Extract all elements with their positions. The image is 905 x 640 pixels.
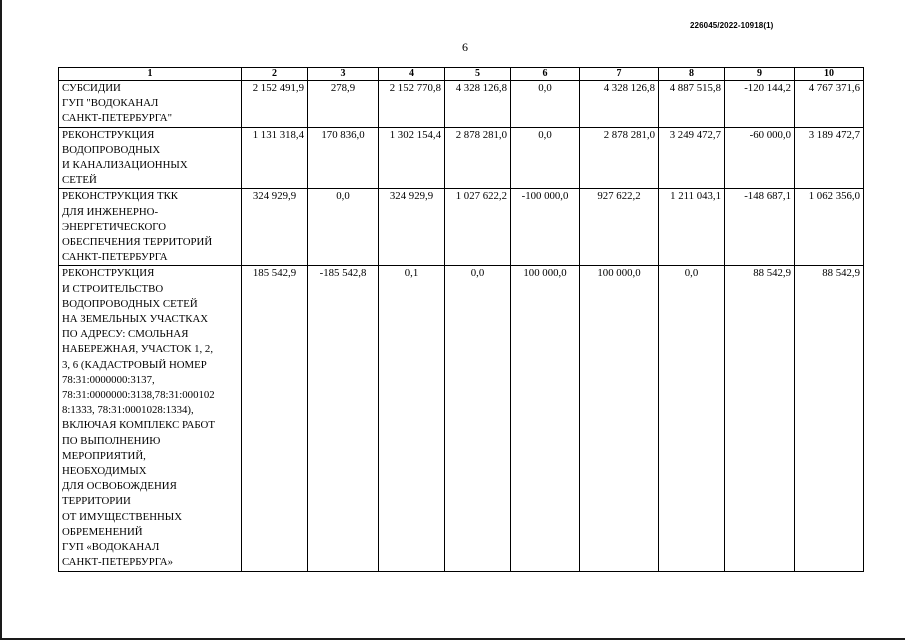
value-cell: 927 622,2 xyxy=(580,189,659,266)
value-cell: 2 152 491,9 xyxy=(242,81,308,128)
row-name-line: ГУП "ВОДОКАНАЛ xyxy=(62,97,159,110)
value-cell: 2 152 770,8 xyxy=(379,81,445,128)
value-cell: 1 062 356,0 xyxy=(795,189,864,266)
column-header: 1 xyxy=(59,68,242,81)
value-cell: -185 542,8 xyxy=(308,266,379,571)
row-name-line: 78:31:0000000:3137, xyxy=(62,373,155,386)
value-cell: -148 687,1 xyxy=(725,189,795,266)
row-name-cell xyxy=(59,81,242,128)
row-name-line: САНКТ-ПЕТЕРБУРГА xyxy=(62,251,168,264)
value-cell: 170 836,0 xyxy=(308,127,379,189)
row-name-line: 78:31:0000000:3138,78:31:000102 xyxy=(62,389,215,402)
row-name-line: НЕОБХОДИМЫХ xyxy=(62,465,147,478)
value-cell: 278,9 xyxy=(308,81,379,128)
column-header: 2 xyxy=(242,68,308,81)
column-header: 5 xyxy=(445,68,511,81)
row-name-line: ВОДОПРОВОДНЫХ xyxy=(62,143,161,156)
table-row xyxy=(59,189,864,266)
row-name-line: ДЛЯ ИНЖЕНЕРНО- xyxy=(62,205,159,218)
value-cell: 1 131 318,4 xyxy=(242,127,308,189)
value-cell: 1 302 154,4 xyxy=(379,127,445,189)
value-cell: 88 542,9 xyxy=(795,266,864,571)
row-name-line: ПО ВЫПОЛНЕНИЮ xyxy=(62,434,161,447)
row-name-line: ДЛЯ ОСВОБОЖДЕНИЯ xyxy=(62,480,177,493)
row-name-cell xyxy=(59,189,242,266)
row-name-line: ВОДОПРОВОДНЫХ СЕТЕЙ xyxy=(62,297,198,310)
row-name-line: ВКЛЮЧАЯ КОМПЛЕКС РАБОТ xyxy=(62,419,215,432)
row-name-line: И КАНАЛИЗАЦИОННЫХ xyxy=(62,159,188,172)
column-header: 6 xyxy=(511,68,580,81)
row-name-line: НА ЗЕМЕЛЬНЫХ УЧАСТКАХ xyxy=(62,313,209,326)
value-cell: 4 767 371,6 xyxy=(795,81,864,128)
column-header: 4 xyxy=(379,68,445,81)
value-cell: 2 878 281,0 xyxy=(580,127,659,189)
page-number: 6 xyxy=(462,40,468,54)
value-cell: 1 027 622,2 xyxy=(445,189,511,266)
table-row xyxy=(59,127,864,189)
value-cell: -100 000,0 xyxy=(511,189,580,266)
row-name-line: САНКТ-ПЕТЕРБУРГА» xyxy=(62,556,173,569)
row-name-line: СЕТЕЙ xyxy=(62,174,97,187)
value-cell: 100 000,0 xyxy=(580,266,659,571)
document-registration-number: 226045/2022-10918(1) xyxy=(690,21,774,30)
value-cell: 185 542,9 xyxy=(242,266,308,571)
table-row xyxy=(59,81,864,128)
row-name-cell xyxy=(59,127,242,189)
budget-table xyxy=(58,67,864,572)
row-name-cell xyxy=(59,266,242,571)
column-header: 7 xyxy=(580,68,659,81)
row-name-line: НАБЕРЕЖНАЯ, УЧАСТОК 1, 2, xyxy=(62,343,214,356)
value-cell: 0,1 xyxy=(379,266,445,571)
value-cell: 324 929,9 xyxy=(379,189,445,266)
value-cell: 324 929,9 xyxy=(242,189,308,266)
row-name-line: ГУП «ВОДОКАНАЛ xyxy=(62,541,160,554)
table-header-row xyxy=(59,68,864,81)
row-name-line: МЕРОПРИЯТИЙ, xyxy=(62,449,146,462)
row-name-line: РЕКОНСТРУКЦИЯ ТКК xyxy=(62,190,178,203)
column-header: 10 xyxy=(795,68,864,81)
value-cell: 2 878 281,0 xyxy=(445,127,511,189)
row-name-line: ОТ ИМУЩЕСТВЕННЫХ xyxy=(62,510,183,523)
column-header: 9 xyxy=(725,68,795,81)
value-cell: 0,0 xyxy=(659,266,725,571)
row-name-line: ОБРЕМЕНЕНИЙ xyxy=(62,525,143,538)
value-cell: 1 211 043,1 xyxy=(659,189,725,266)
row-name-line: ПО АДРЕСУ: СМОЛЬНАЯ xyxy=(62,328,189,341)
row-name-line: 3, 6 (КАДАСТРОВЫЙ НОМЕР xyxy=(62,358,207,371)
page-scan-edge-left xyxy=(0,0,2,640)
table-row xyxy=(59,266,864,571)
row-name-line: СУБСИДИИ xyxy=(62,82,121,94)
row-name-line: РЕКОНСТРУКЦИЯ xyxy=(62,128,155,141)
row-name-line: ТЕРРИТОРИИ xyxy=(62,495,131,508)
row-name-line: И СТРОИТЕЛЬСТВО xyxy=(62,282,164,295)
value-cell: 4 328 126,8 xyxy=(580,81,659,128)
value-cell: 100 000,0 xyxy=(511,266,580,571)
value-cell: 4 887 515,8 xyxy=(659,81,725,128)
column-header: 8 xyxy=(659,68,725,81)
column-header: 3 xyxy=(308,68,379,81)
value-cell: 0,0 xyxy=(511,81,580,128)
value-cell: -60 000,0 xyxy=(725,127,795,189)
row-name-line: ЭНЕРГЕТИЧЕСКОГО xyxy=(62,220,167,233)
row-name-line: ОБЕСПЕЧЕНИЯ ТЕРРИТОРИЙ xyxy=(62,236,213,249)
value-cell: 3 249 472,7 xyxy=(659,127,725,189)
value-cell: 0,0 xyxy=(511,127,580,189)
value-cell: 88 542,9 xyxy=(725,266,795,571)
row-name-line: САНКТ-ПЕТЕРБУРГА" xyxy=(62,112,172,125)
value-cell: 0,0 xyxy=(308,189,379,266)
value-cell: 0,0 xyxy=(445,266,511,571)
row-name-line: РЕКОНСТРУКЦИЯ xyxy=(62,267,155,280)
value-cell: 3 189 472,7 xyxy=(795,127,864,189)
value-cell: -120 144,2 xyxy=(725,81,795,128)
row-name-line: 8:1333, 78:31:0001028:1334), xyxy=(62,404,194,417)
value-cell: 4 328 126,8 xyxy=(445,81,511,128)
